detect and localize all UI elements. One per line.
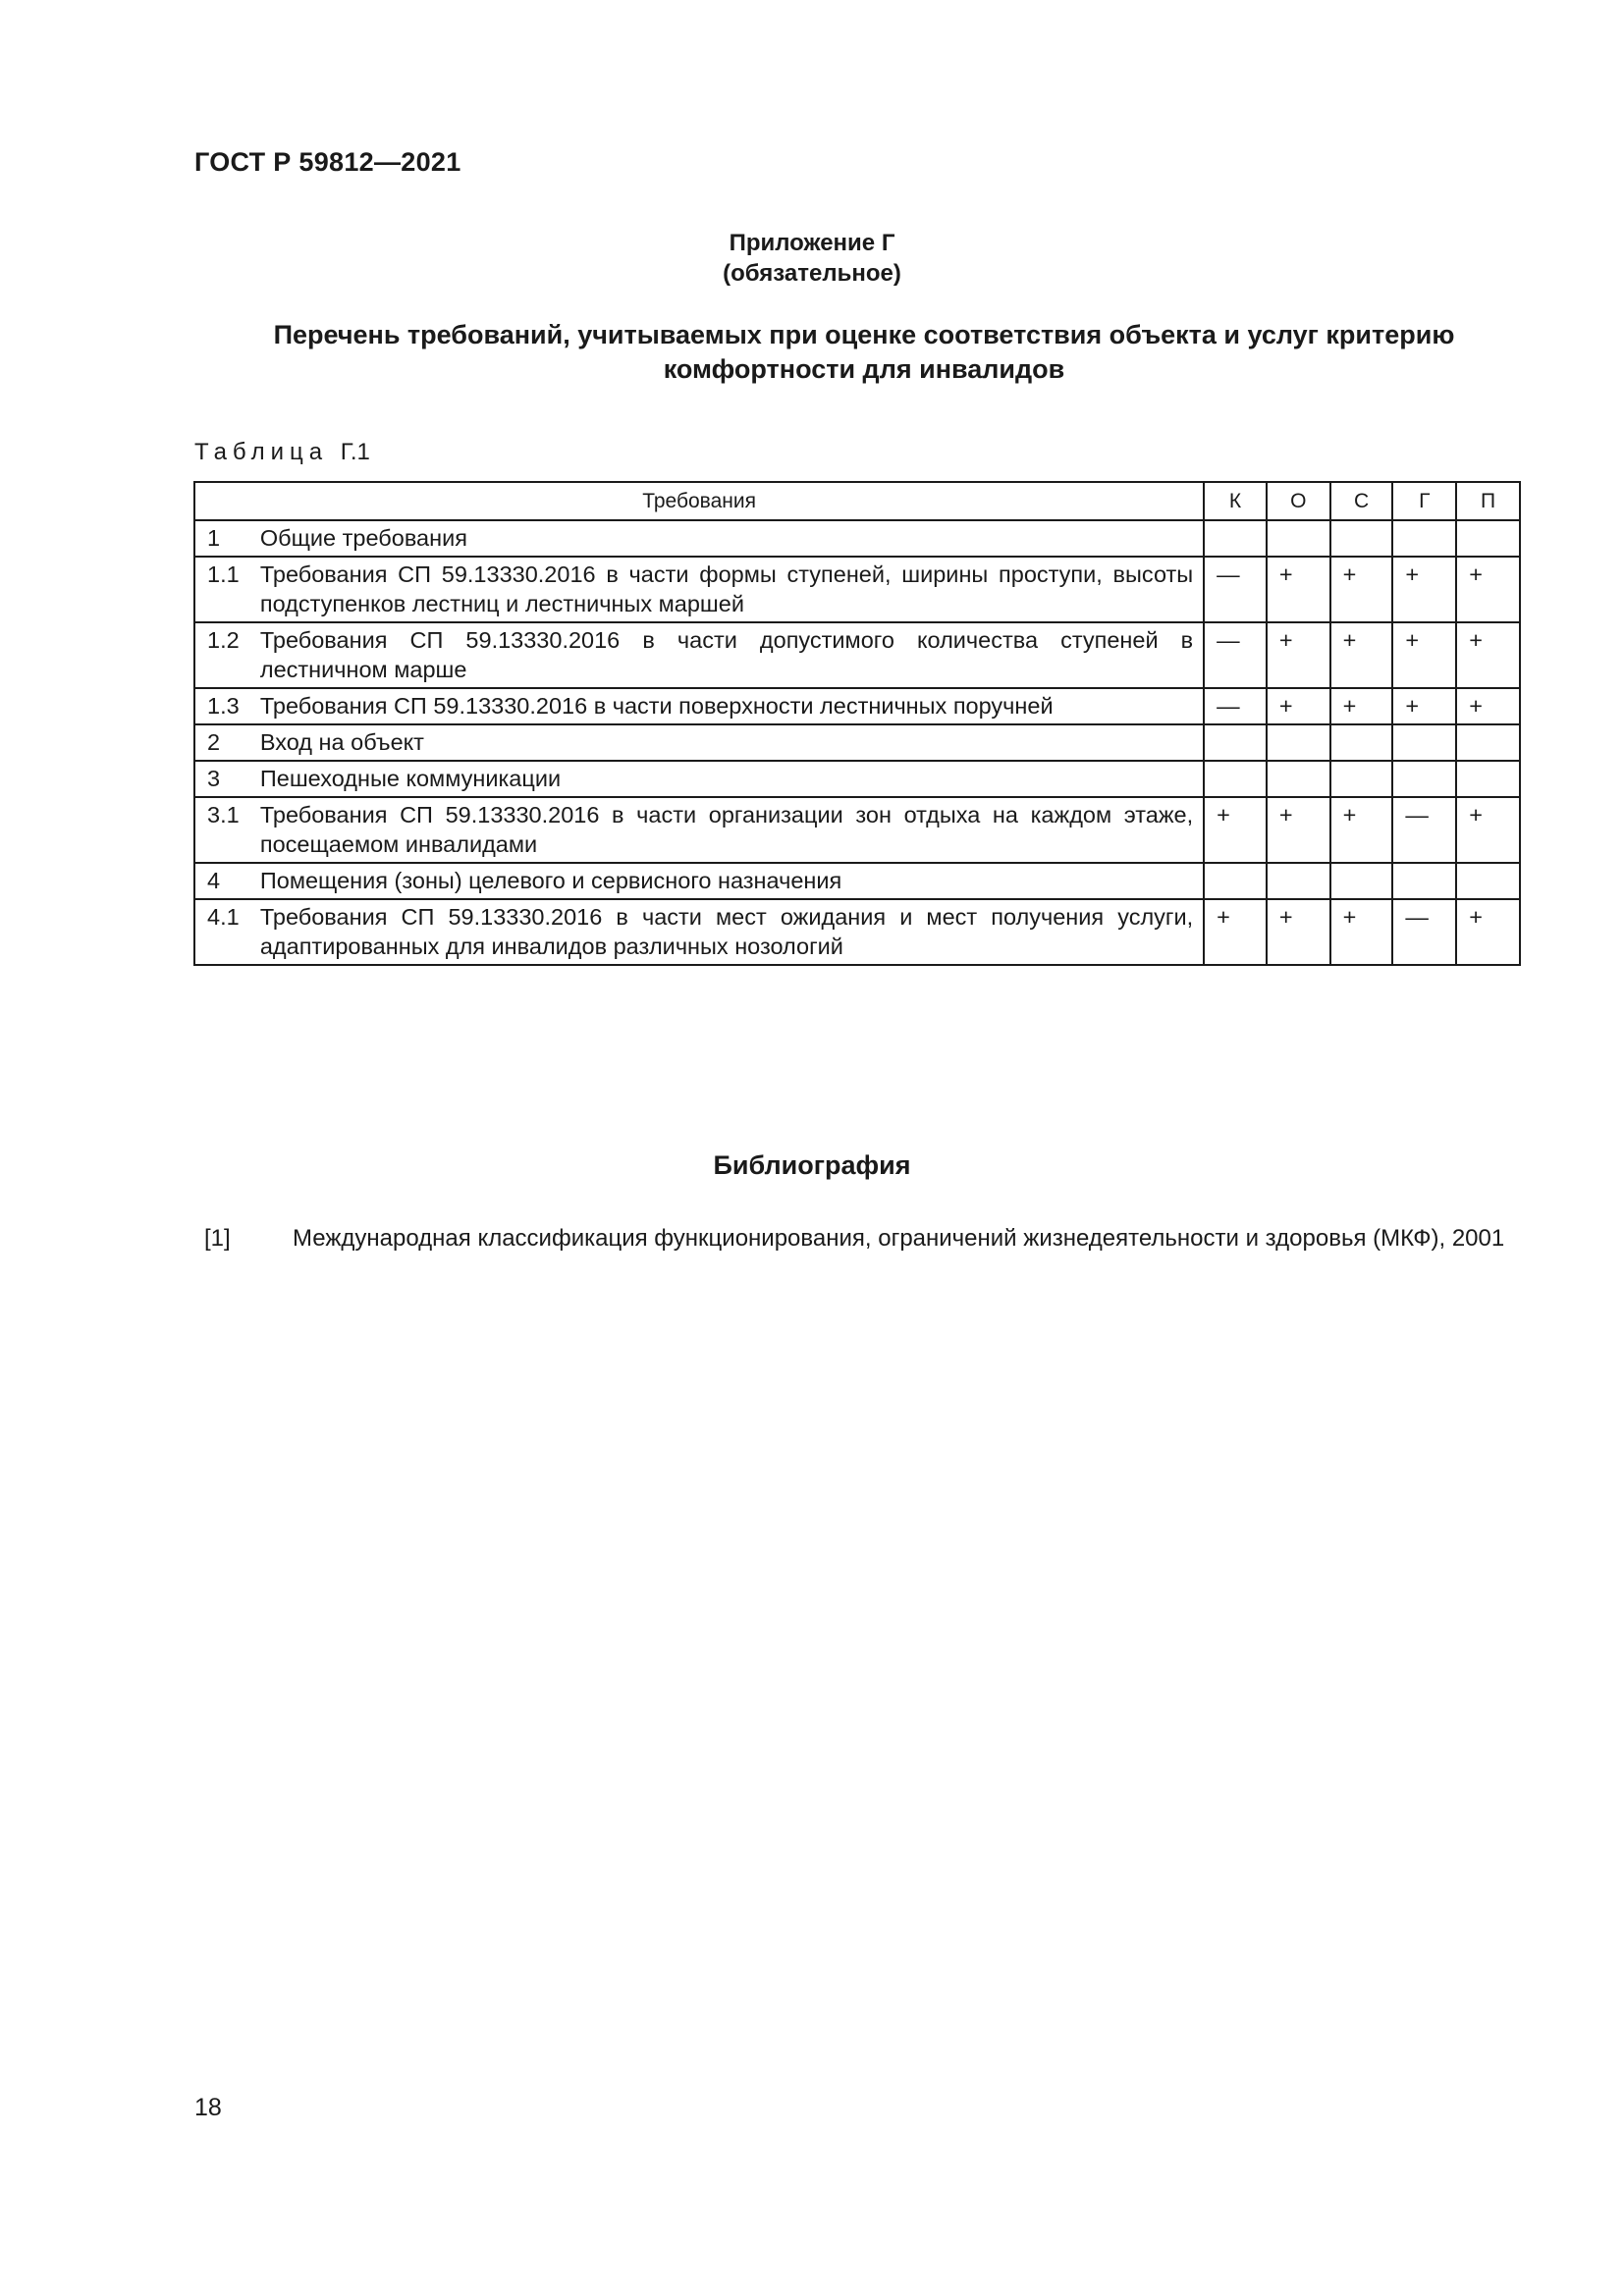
table-row <box>194 761 1520 797</box>
cell-o <box>1267 761 1330 797</box>
appendix-heading <box>0 228 1624 289</box>
bibliography-title: Библиография <box>713 1150 911 1180</box>
table-caption-number: Г.1 <box>340 439 370 465</box>
table-row <box>194 520 1520 557</box>
row-text: Пешеходные коммуникации <box>260 761 1204 797</box>
page-title-line-2: комфортности для инвалидов <box>663 354 1065 384</box>
cell-o: + <box>1267 899 1330 965</box>
header-requirements: Требования <box>194 482 1204 520</box>
row-number: 1.2 <box>194 622 260 688</box>
cell-s <box>1330 863 1393 899</box>
cell-g: — <box>1392 899 1456 965</box>
cell-o: + <box>1267 557 1330 622</box>
table-row <box>194 797 1520 863</box>
appendix-label: Приложение Г <box>729 230 895 256</box>
cell-p: + <box>1456 899 1520 965</box>
cell-s: + <box>1330 622 1393 688</box>
header-p: П <box>1456 482 1520 520</box>
row-number: 1.3 <box>194 688 260 724</box>
page-number: 18 <box>194 2094 222 2121</box>
row-text: Требования СП 59.13330.2016 в части организации зон отдыха на каждом этаже, посещаемом инвалидами <box>260 797 1204 863</box>
cell-p: + <box>1456 797 1520 863</box>
cell-p: + <box>1456 688 1520 724</box>
header-o: О <box>1267 482 1330 520</box>
cell-g <box>1392 761 1456 797</box>
cell-p: + <box>1456 622 1520 688</box>
cell-o <box>1267 520 1330 557</box>
cell-s <box>1330 724 1393 761</box>
cell-o: + <box>1267 688 1330 724</box>
row-text: Требования СП 59.13330.2016 в части поверхности лестничных поручней <box>260 688 1204 724</box>
cell-p <box>1456 761 1520 797</box>
cell-s <box>1330 761 1393 797</box>
table-row <box>194 863 1520 899</box>
header-g: Г <box>1392 482 1456 520</box>
cell-g: + <box>1392 557 1456 622</box>
cell-o <box>1267 724 1330 761</box>
document-code: ГОСТ Р 59812—2021 <box>194 147 461 177</box>
cell-p <box>1456 863 1520 899</box>
cell-o: + <box>1267 797 1330 863</box>
requirements-table <box>193 481 1521 966</box>
cell-g <box>1392 724 1456 761</box>
table-row <box>194 622 1520 688</box>
row-number: 2 <box>194 724 260 761</box>
cell-s: + <box>1330 688 1393 724</box>
page-title-line-1: Перечень требований, учитываемых при оценке соответствия объекта и услуг критерию <box>273 320 1455 349</box>
row-text: Общие требования <box>260 520 1204 557</box>
bibliography-item <box>204 1223 1510 1254</box>
row-text: Требования СП 59.13330.2016 в части мест ожидания и мест получения услуги, адаптированных для инвалидов различных нозологий <box>260 899 1204 965</box>
cell-k <box>1204 863 1267 899</box>
cell-g: + <box>1392 688 1456 724</box>
cell-k <box>1204 761 1267 797</box>
cell-g <box>1392 520 1456 557</box>
row-number: 1 <box>194 520 260 557</box>
cell-o <box>1267 863 1330 899</box>
cell-k: — <box>1204 557 1267 622</box>
cell-p <box>1456 724 1520 761</box>
page-title <box>226 318 1502 387</box>
cell-g <box>1392 863 1456 899</box>
row-text: Помещения (зоны) целевого и сервисного назначения <box>260 863 1204 899</box>
row-number: 4.1 <box>194 899 260 965</box>
cell-k: — <box>1204 688 1267 724</box>
cell-o: + <box>1267 622 1330 688</box>
table-header-row <box>194 482 1520 520</box>
cell-g: + <box>1392 622 1456 688</box>
header-s: С <box>1330 482 1393 520</box>
row-number: 3 <box>194 761 260 797</box>
cell-p: + <box>1456 557 1520 622</box>
row-number: 1.1 <box>194 557 260 622</box>
cell-s: + <box>1330 899 1393 965</box>
cell-k: — <box>1204 622 1267 688</box>
row-text: Требования СП 59.13330.2016 в части допустимого количества ступеней в лестничном марше <box>260 622 1204 688</box>
table-row <box>194 899 1520 965</box>
bibliography-ref: [1] <box>204 1225 231 1252</box>
appendix-status: (обязательное) <box>723 260 901 287</box>
cell-k: + <box>1204 797 1267 863</box>
table-row <box>194 688 1520 724</box>
cell-k: + <box>1204 899 1267 965</box>
row-text: Вход на объект <box>260 724 1204 761</box>
table-caption-prefix: Таблица <box>194 439 329 465</box>
row-text: Требования СП 59.13330.2016 в части формы ступеней, ширины проступи, высоты подступенков лестниц и лестничных маршей <box>260 557 1204 622</box>
table-caption <box>194 439 370 466</box>
table-row <box>194 557 1520 622</box>
cell-p <box>1456 520 1520 557</box>
cell-s <box>1330 520 1393 557</box>
cell-s: + <box>1330 557 1393 622</box>
cell-k <box>1204 520 1267 557</box>
cell-g: — <box>1392 797 1456 863</box>
table-row <box>194 724 1520 761</box>
cell-s: + <box>1330 797 1393 863</box>
bibliography-text: Международная классификация функционирования, ограничений жизнедеятельности и здоровья (МКФ), 2001 <box>293 1225 1505 1252</box>
row-number: 4 <box>194 863 260 899</box>
cell-k <box>1204 724 1267 761</box>
row-number: 3.1 <box>194 797 260 863</box>
header-k: К <box>1204 482 1267 520</box>
